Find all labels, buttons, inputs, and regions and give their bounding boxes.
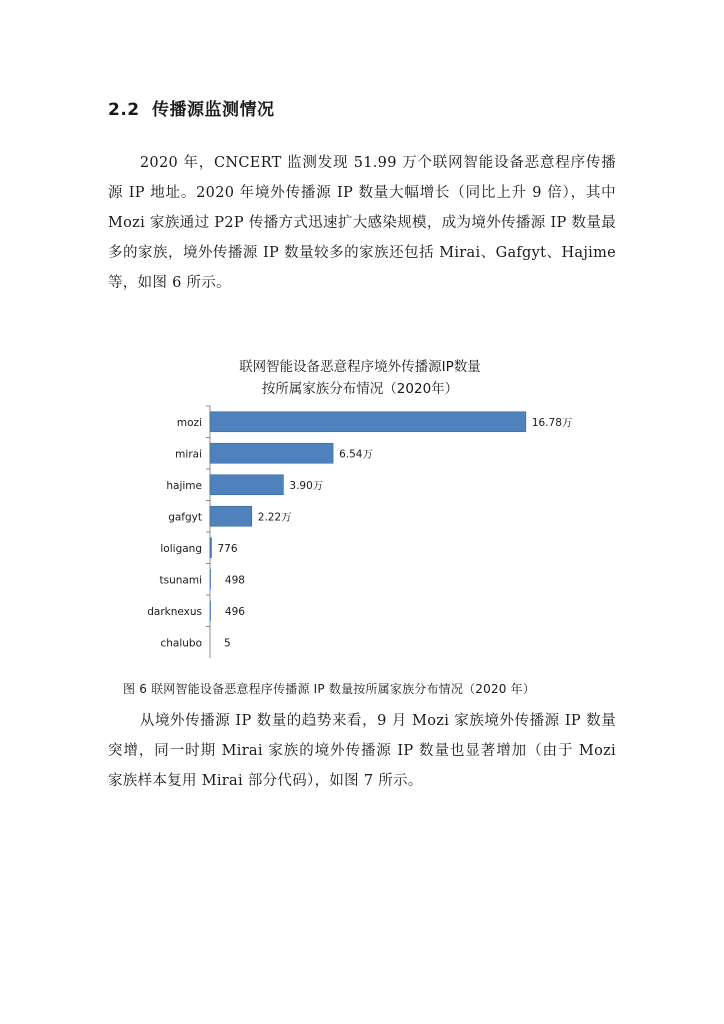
- category-label-mozi: mozi: [176, 416, 202, 429]
- category-label-darknexus: darknexus: [147, 605, 202, 618]
- bar-gafgyt: [210, 506, 252, 526]
- category-label-chalubo: chalubo: [160, 637, 202, 650]
- bar-darknexus: [210, 601, 211, 621]
- section-number: 2.2: [108, 100, 140, 120]
- value-label-hajime: 3.90万: [289, 479, 324, 492]
- intro-paragraph: 2020 年，CNCERT 监测发现 51.99 万个联网智能设备恶意程序传播源 IP 地址。2020 年境外传播源 IP 数量大幅增长（同比上升 9 倍），其中 Mozi 家族通过 P2P 传播方式迅速扩大感染规模，成为境外传播源 IP 数量最多的家族，境外传播源 IP 数量较多的家族还包括 Mirai、Gafgyt、Hajime 等，如图 6 所示。: [108, 155, 616, 291]
- category-label-gafgyt: gafgyt: [168, 511, 202, 524]
- bar-loligang: [210, 538, 211, 558]
- category-label-tsunami: tsunami: [159, 574, 202, 587]
- trend-paragraph: 从境外传播源 IP 数量的趋势来看，9 月 Mozi 家族境外传播源 IP 数量突增，同一时期 Mirai 家族的境外传播源 IP 数量也显著增加（由于 Mozi 家族样本复用 Mirai 部分代码），如图 7 所示。: [108, 713, 616, 789]
- figure-caption: 图 6 联网智能设备恶意程序传播源 IP 数量按所属家族分布情况（2020 年）: [123, 682, 536, 696]
- bar-mozi: [210, 412, 526, 432]
- section-heading: [108, 95, 275, 120]
- bar-hajime: [210, 475, 283, 495]
- chart-title-line-1: 联网智能设备恶意程序境外传播源IP数量: [239, 359, 481, 375]
- value-label-mozi: 16.78万: [531, 416, 573, 429]
- value-label-mirai: 6.54万: [339, 448, 373, 461]
- value-label-chalubo: 5: [224, 637, 231, 650]
- bar-mirai: [210, 443, 333, 463]
- value-label-loligang: 776: [217, 542, 238, 555]
- section-title: 传播源监测情况: [152, 100, 275, 120]
- bar-tsunami: [210, 569, 211, 589]
- value-label-darknexus: 496: [224, 605, 245, 618]
- value-label-tsunami: 498: [224, 574, 245, 587]
- category-label-mirai: mirai: [175, 448, 202, 461]
- category-label-loligang: loligang: [160, 542, 202, 555]
- value-label-gafgyt: 2.22万: [257, 511, 292, 524]
- bar-chart: [120, 400, 600, 662]
- chart-title-line-2: 按所属家族分布情况（2020年）: [261, 381, 459, 397]
- category-label-hajime: hajime: [166, 479, 202, 492]
